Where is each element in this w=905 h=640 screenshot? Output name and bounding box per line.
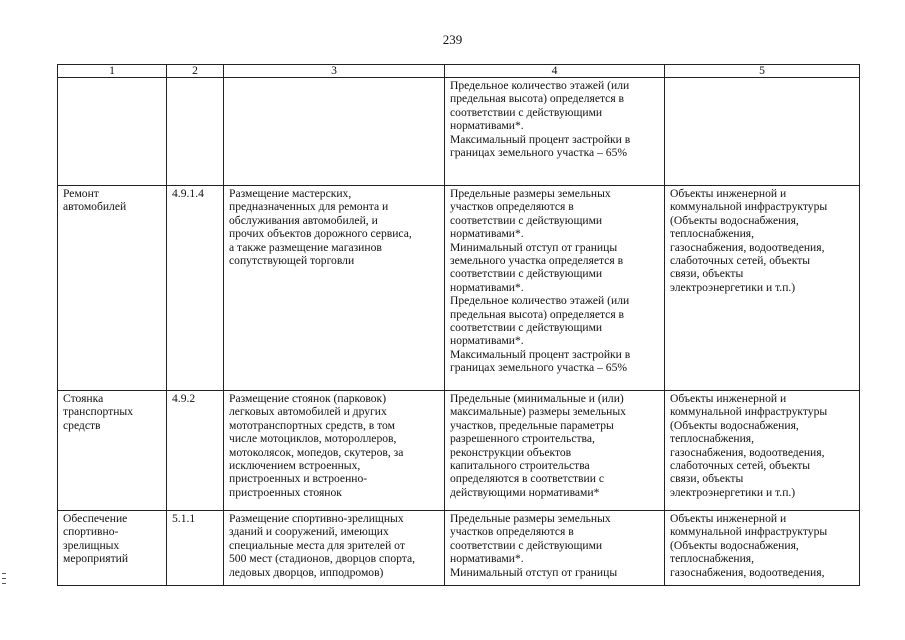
cell-text-line: теплоснабжения, [670, 227, 755, 241]
cell-text-line: Объекты инженерной и [670, 512, 787, 525]
use-code-cell: 4.9.2 [167, 391, 224, 511]
cell-text-line: мототранспортных средств, в том [229, 418, 395, 432]
cell-text-line: обслуживания автомобилей, и [229, 213, 378, 227]
cell-text-line: (Объекты водоснабжения, [670, 538, 799, 552]
cell-text-line: Обеспечение [63, 512, 128, 525]
cell-text-line: Минимальный отступ от границы [450, 565, 618, 579]
column-header: 2 [167, 65, 224, 78]
cell-text-line: земельного участка определяется в [450, 254, 624, 268]
cell-text-line: Стоянка [63, 392, 104, 405]
cell-text-line: теплоснабжения, [670, 432, 755, 446]
cell-text-line: прочих объектов дорожного сервиса, [229, 227, 412, 241]
cell-text-line: определяются в соответствии с [450, 472, 604, 486]
cell-text-line: Предельное количество этажей (или [450, 79, 630, 92]
use-description-cell [224, 186, 445, 391]
parameters-cell [445, 391, 665, 511]
cell-text-line: слаботочных сетей, объекты [670, 459, 811, 473]
cell-text-line: (Объекты водоснабжения, [670, 213, 799, 227]
use-code-cell: 4.9.1.4 [167, 186, 224, 391]
cell-text-line: участков определяются в [450, 200, 574, 214]
cell-text-line: пристроенных стоянок [229, 485, 342, 499]
cell-text-line: (Объекты водоснабжения, [670, 418, 799, 432]
cell-text-line: соответствии с действующими [450, 105, 603, 119]
cell-text-line: теплоснабжения, [670, 552, 755, 566]
infrastructure-cell [665, 186, 860, 391]
cell-text-line: Предельные размеры земельных [450, 512, 611, 525]
cell-text-line: Максимальный процент застройки в [450, 347, 631, 361]
cell-text-line: специальные места для зрителей от [229, 538, 405, 552]
table-row [58, 78, 860, 186]
cell-text-line: мероприятий [63, 552, 129, 566]
zoning-regulations-table [57, 64, 860, 586]
column-header: 5 [665, 65, 860, 78]
use-name-cell [58, 186, 167, 391]
cell-text-line: пристроенных и встроенно- [229, 472, 368, 486]
cell-text-line: зданий и сооружений, имеющих [229, 525, 389, 539]
cell-text-line: автомобилей [63, 200, 127, 214]
cell-text-line: спортивно- [63, 525, 119, 539]
cell-text-line: нормативами*. [450, 334, 524, 348]
cell-text-line: Минимальный отступ от границы [450, 240, 618, 254]
cell-text-line: транспортных [63, 405, 134, 419]
cell-text-line: участков, предельные параметры [450, 418, 614, 432]
table-row [58, 511, 860, 586]
cell-text-line: соответствии с действующими [450, 538, 603, 552]
cell-text-line: связи, объекты [670, 267, 744, 281]
table-row [58, 391, 860, 511]
cell-text-line: коммунальной инфраструктуры [670, 525, 828, 539]
table-row [58, 186, 860, 391]
cell-text-line: мотоколясок, мопедов, скутеров, за [229, 445, 404, 459]
cell-text-line: ледовых дворцов, ипподромов) [229, 565, 384, 579]
cell-text-line: электроэнергетики и т.п.) [670, 485, 796, 499]
scan-edge-marks [2, 573, 6, 593]
cell-text-line: разрешенного строительства, [450, 432, 595, 446]
cell-text-line: Предельные размеры земельных [450, 187, 611, 200]
cell-text-line: реконструкции объектов [450, 445, 572, 459]
cell-text-line: Размещение мастерских, [229, 187, 352, 200]
cell-text-line: предельная высота) определяется в [450, 307, 625, 321]
cell-text-line: числе мотоциклов, мотороллеров, [229, 432, 397, 446]
cell-text-line: капитального строительства [450, 459, 590, 473]
cell-text-line: газоснабжения, водоотведения, [670, 445, 825, 459]
cell-text-line: средств [63, 418, 101, 432]
use-description-cell [224, 511, 445, 586]
cell-text-line: связи, объекты [670, 472, 744, 486]
cell-text-line: газоснабжения, водоотведения, [670, 240, 825, 254]
cell-text-line: предназначенных для ремонта и [229, 200, 389, 214]
cell-text-line: Предельные (минимальные и (или) [450, 392, 624, 405]
use-description-cell [224, 391, 445, 511]
page-number: 239 [442, 32, 463, 47]
infrastructure-cell [665, 78, 860, 186]
cell-text-line: коммунальной инфраструктуры [670, 405, 828, 419]
column-header: 4 [445, 65, 665, 78]
cell-text-line: а также размещение магазинов [229, 240, 382, 254]
cell-text-line: зрелищных [63, 538, 120, 552]
cell-text-line: соответствии с действующими [450, 267, 603, 281]
parameters-cell [445, 511, 665, 586]
cell-text-line: границах земельного участка – 65% [450, 146, 628, 160]
table-header-row [58, 65, 860, 78]
cell-text-line: Размещение спортивно-зрелищных [229, 512, 404, 525]
cell-text-line: максимальные) размеры земельных [450, 405, 626, 419]
cell-text-line: нормативами*. [450, 552, 524, 566]
use-code-cell: 5.1.1 [167, 511, 224, 586]
cell-text-line: Предельное количество этажей (или [450, 294, 630, 308]
cell-text-line: Размещение стоянок (парковок) [229, 392, 387, 405]
cell-text-line: соответствии с действующими [450, 213, 603, 227]
infrastructure-cell [665, 391, 860, 511]
cell-text-line: нормативами*. [450, 227, 524, 241]
use-name-cell [58, 511, 167, 586]
cell-text-line: сопутствующей торговли [229, 254, 355, 268]
cell-text-line: газоснабжения, водоотведения, [670, 565, 825, 579]
cell-text-line: Максимальный процент застройки в [450, 132, 631, 146]
infrastructure-cell [665, 511, 860, 586]
cell-text-line: коммунальной инфраструктуры [670, 200, 828, 214]
cell-text-line: соответствии с действующими [450, 321, 603, 335]
use-description-cell [224, 78, 445, 186]
cell-text-line: 500 мест (стадионов, дворцов спорта, [229, 552, 416, 566]
cell-text-line: границах земельного участка – 65% [450, 361, 628, 375]
use-code-cell [167, 78, 224, 186]
cell-text-line: слаботочных сетей, объекты [670, 254, 811, 268]
column-header: 3 [224, 65, 445, 78]
parameters-cell [445, 78, 665, 186]
cell-text-line: нормативами*. [450, 119, 524, 133]
parameters-cell [445, 186, 665, 391]
use-name-cell [58, 78, 167, 186]
cell-text-line: легковых автомобилей и других [229, 405, 387, 419]
cell-text-line: действующими нормативами* [450, 485, 600, 499]
cell-text-line: Ремонт [63, 187, 99, 200]
cell-text-line: участков определяются в [450, 525, 574, 539]
cell-text-line: предельная высота) определяется в [450, 92, 625, 106]
cell-text-line: Объекты инженерной и [670, 187, 787, 200]
cell-text-line: нормативами*. [450, 280, 524, 294]
cell-text-line: электроэнергетики и т.п.) [670, 280, 796, 294]
column-header: 1 [58, 65, 167, 78]
use-name-cell [58, 391, 167, 511]
cell-text-line: Объекты инженерной и [670, 392, 787, 405]
cell-text-line: исключением встроенных, [229, 459, 361, 473]
